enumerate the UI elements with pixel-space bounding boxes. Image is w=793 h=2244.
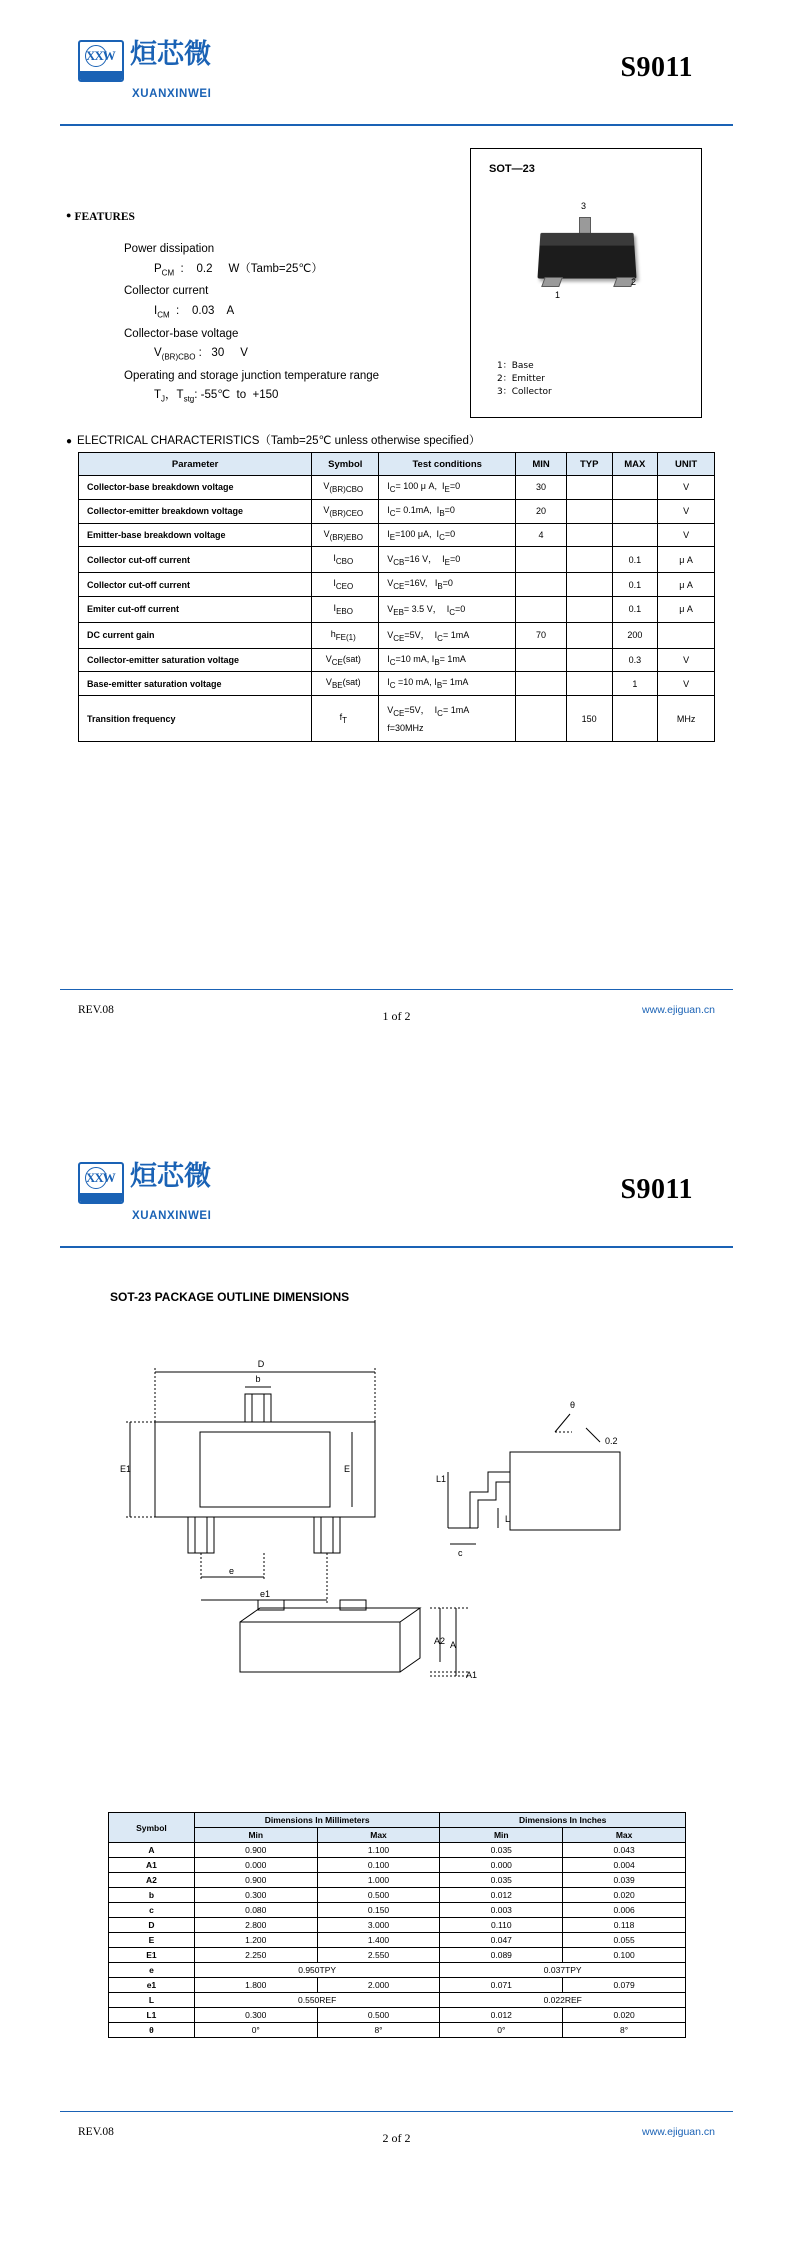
cell-in-max: 0.004 <box>563 1858 686 1873</box>
table-row <box>79 622 715 648</box>
cell-unit: V <box>658 499 715 523</box>
cell-in-span: 0.022REF <box>440 1993 686 2008</box>
cell-symbol: c <box>109 1903 195 1918</box>
feature-line: Collector current <box>124 285 209 298</box>
table-group-header-row <box>109 1813 686 1828</box>
package-body <box>537 233 636 279</box>
cell-in-max: 0.043 <box>563 1843 686 1858</box>
cell-symbol: E1 <box>109 1948 195 1963</box>
logo-bar <box>80 1193 122 1202</box>
cell-symbol: $I_{CEO}$ <box>312 573 379 597</box>
cell-in-min: 0.000 <box>440 1858 563 1873</box>
cell-conditions: $I_C =10$ mA, $I_B= 1mA$ <box>379 672 516 696</box>
pin-label-2: 2 <box>631 277 637 287</box>
table-row <box>79 573 715 597</box>
logo-mark-text: XXW <box>86 1170 115 1185</box>
cell-min: 4 <box>516 523 567 547</box>
cell-in-min: 0.089 <box>440 1948 563 1963</box>
cell-mm-max: 0.500 <box>317 1888 440 1903</box>
cell-mm-min: 0° <box>194 2023 317 2038</box>
logo-chinese-name: 烜芯微 <box>130 39 211 70</box>
table-row <box>79 696 715 742</box>
package-pin-legend <box>497 360 552 399</box>
table-row <box>109 1843 686 1858</box>
table-row <box>109 1993 686 2008</box>
footer-divider <box>60 2111 733 2112</box>
col-in-max: Max <box>563 1828 686 1843</box>
cell-in-max: 0.079 <box>563 1978 686 1993</box>
cell-symbol: A1 <box>109 1858 195 1873</box>
package-drawing <box>491 191 681 321</box>
cell-max: 0.1 <box>612 547 658 573</box>
cell-max: 0.1 <box>612 596 658 622</box>
bullet-icon: ● <box>66 210 72 220</box>
cell-in-max: 0.020 <box>563 2008 686 2023</box>
table-row <box>109 1888 686 1903</box>
col-conditions: Test conditions <box>379 453 516 476</box>
website-link[interactable]: www.ejiguan.cn <box>642 1004 715 1016</box>
cell-min: 30 <box>516 476 567 500</box>
table-row <box>79 648 715 672</box>
pin-label-1: 1 <box>555 290 561 300</box>
col-min: MIN <box>516 453 567 476</box>
cell-mm-min: 1.800 <box>194 1978 317 1993</box>
package-title: SOT—23 <box>489 163 535 175</box>
cell-typ <box>566 596 612 622</box>
cell-in-min: 0.012 <box>440 1888 563 1903</box>
logo-bar <box>80 71 122 80</box>
cell-max: 1 <box>612 672 658 696</box>
cell-mm-max: 1.100 <box>317 1843 440 1858</box>
cell-parameter: Collector-emitter saturation voltage <box>79 648 312 672</box>
col-in: Dimensions In Inches <box>440 1813 686 1828</box>
cell-symbol: $V_{(BR)CBO}$ <box>312 476 379 500</box>
cell-in-min: 0.012 <box>440 2008 563 2023</box>
cell-unit: V <box>658 648 715 672</box>
cell-mm-min: 0.300 <box>194 1888 317 1903</box>
dim-label-0-2: 0.2 <box>605 1436 618 1446</box>
cell-in-min: 0.071 <box>440 1978 563 1993</box>
cell-in-max: 0.039 <box>563 1873 686 1888</box>
cell-typ: 150 <box>566 696 612 742</box>
cell-unit: V <box>658 476 715 500</box>
cell-mm-min: 0.080 <box>194 1903 317 1918</box>
cell-parameter: Collector cut-off current <box>79 573 312 597</box>
cell-conditions: $V_{CE}=5V$， $I_C= 1mA$ <box>379 622 516 648</box>
col-typ: TYP <box>566 453 612 476</box>
cell-mm-max: 0.500 <box>317 2008 440 2023</box>
cell-in-max: 0.100 <box>563 1948 686 1963</box>
company-logo <box>78 1162 211 1204</box>
cell-symbol: e1 <box>109 1978 195 1993</box>
revision-label: REV.08 <box>78 1004 114 1016</box>
cell-max <box>612 696 658 742</box>
cell-symbol: b <box>109 1888 195 1903</box>
bullet-icon: ● <box>66 436 73 447</box>
cell-max <box>612 523 658 547</box>
dim-label-E: E <box>344 1464 351 1474</box>
logo-english-name: XUANXINWEI <box>132 1210 212 1222</box>
page-number: 1 of 2 <box>382 1009 411 1023</box>
col-symbol: Symbol <box>312 453 379 476</box>
col-unit: UNIT <box>658 453 715 476</box>
cell-unit: V <box>658 672 715 696</box>
page-number: 2 of 2 <box>382 2131 411 2145</box>
dim-label-L: L <box>505 1514 511 1524</box>
datasheet-page-2 <box>0 1122 793 2244</box>
page1-header <box>0 0 793 110</box>
col-in-min: Min <box>440 1828 563 1843</box>
cell-in-min: 0.003 <box>440 1903 563 1918</box>
cell-typ <box>566 499 612 523</box>
feature-line: Collector-base voltage <box>124 327 239 340</box>
cell-in-min: 0° <box>440 2023 563 2038</box>
cell-symbol: θ <box>109 2023 195 2038</box>
legend-line: 1：Base <box>497 361 534 371</box>
package-dimension-drawing <box>100 1332 700 1772</box>
cell-typ <box>566 476 612 500</box>
col-mm: Dimensions In Millimeters <box>194 1813 440 1828</box>
dim-label-e1: e1 <box>260 1589 271 1599</box>
cell-in-min: 0.110 <box>440 1918 563 1933</box>
page-title: S9011 <box>620 1174 693 1205</box>
dim-label-theta: θ <box>570 1400 576 1410</box>
dim-label-D: D <box>257 1359 265 1369</box>
cell-in-span: 0.037TPY <box>440 1963 686 1978</box>
cell-parameter: Emiter cut-off current <box>79 596 312 622</box>
cell-mm-min: 2.800 <box>194 1918 317 1933</box>
logo-mark-text: XXW <box>86 48 115 63</box>
cell-in-max: 8° <box>563 2023 686 2038</box>
package-dimensions-table <box>108 1812 686 2038</box>
cell-in-max: 0.118 <box>563 1918 686 1933</box>
features-list <box>124 240 379 409</box>
dim-label-A2: A2 <box>434 1636 446 1646</box>
cell-min <box>516 573 567 597</box>
cell-mm-min: 1.200 <box>194 1933 317 1948</box>
cell-mm-min: 0.900 <box>194 1843 317 1858</box>
cell-min: 70 <box>516 622 567 648</box>
feature-line: Power dissipation <box>124 243 215 255</box>
cell-min: 20 <box>516 499 567 523</box>
cell-in-max: 0.020 <box>563 1888 686 1903</box>
cell-conditions: $V_{CE}=16V$, $I_B=0$ <box>379 573 516 597</box>
lead-1 <box>541 277 563 287</box>
pin-label-3: 3 <box>581 201 587 211</box>
cell-symbol: $V_{BE}(sat)$ <box>312 672 379 696</box>
dim-label-e: e <box>229 1566 235 1576</box>
cell-conditions: $I_C= 100$ μ A, $I_E=0$ <box>379 476 516 500</box>
legend-line: 2：Emitter <box>497 374 545 384</box>
cell-symbol: L <box>109 1993 195 2008</box>
cell-in-max: 0.006 <box>563 1903 686 1918</box>
cell-typ <box>566 622 612 648</box>
cell-conditions: $I_C= 0.1mA$, $I_B=0$ <box>379 499 516 523</box>
table-row <box>79 596 715 622</box>
cell-parameter: Base-emitter saturation voltage <box>79 672 312 696</box>
cell-mm-max: 0.150 <box>317 1903 440 1918</box>
dim-label-A: A <box>450 1640 457 1650</box>
features-heading: ● FEATURES <box>66 210 135 223</box>
cell-unit: μ A <box>658 573 715 597</box>
cell-typ <box>566 547 612 573</box>
cell-in-min: 0.035 <box>440 1873 563 1888</box>
cell-mm-span: 0.550REF <box>194 1993 440 2008</box>
cell-typ <box>566 672 612 696</box>
page2-header <box>0 1122 793 1232</box>
cell-max <box>612 476 658 500</box>
cell-symbol: L1 <box>109 2008 195 2023</box>
cell-min <box>516 547 567 573</box>
cell-symbol: $V_{(BR)CEO}$ <box>312 499 379 523</box>
table-row <box>109 1948 686 1963</box>
package-figure-box <box>470 148 702 418</box>
col-parameter: Parameter <box>79 453 312 476</box>
cell-in-min: 0.047 <box>440 1933 563 1948</box>
cell-mm-min: 0.900 <box>194 1873 317 1888</box>
revision-label: REV.08 <box>78 2126 114 2138</box>
page-title: S9011 <box>620 52 693 83</box>
cell-conditions: $V_{CE}=5V$， $I_C= 1mA$ f=30MHz <box>379 696 516 742</box>
logo-mark-icon <box>78 40 124 82</box>
table-row <box>109 2008 686 2023</box>
cell-parameter: Transition frequency <box>79 696 312 742</box>
table-row <box>109 1933 686 1948</box>
cell-symbol: A2 <box>109 1873 195 1888</box>
cell-mm-max: 0.100 <box>317 1858 440 1873</box>
package-outline-title: SOT-23 PACKAGE OUTLINE DIMENSIONS <box>110 1290 350 1304</box>
cell-symbol: $h_{FE(1)}$ <box>312 622 379 648</box>
logo-english-name: XUANXINWEI <box>132 88 212 100</box>
cell-mm-max: 3.000 <box>317 1918 440 1933</box>
cell-typ <box>566 523 612 547</box>
legend-line: 3：Collector <box>497 387 552 397</box>
dimensions-rows <box>109 1843 686 2038</box>
cell-min <box>516 596 567 622</box>
col-symbol: Symbol <box>109 1813 195 1843</box>
cell-parameter: Collector cut-off current <box>79 547 312 573</box>
cell-mm-min: 0.300 <box>194 2008 317 2023</box>
table-row <box>109 1918 686 1933</box>
cell-mm-min: 0.000 <box>194 1858 317 1873</box>
feature-line: $I_{CM}$ : 0.03 A <box>154 304 235 320</box>
cell-mm-span: 0.950TPY <box>194 1963 440 1978</box>
cell-max: 0.3 <box>612 648 658 672</box>
cell-parameter: Collector-base breakdown voltage <box>79 476 312 500</box>
cell-unit: μ A <box>658 596 715 622</box>
table-row <box>109 1873 686 1888</box>
cell-typ <box>566 648 612 672</box>
cell-unit: V <box>658 523 715 547</box>
cell-mm-max: 1.000 <box>317 1873 440 1888</box>
dim-label-c: c <box>458 1548 463 1558</box>
cell-symbol: E <box>109 1933 195 1948</box>
table-row <box>109 1963 686 1978</box>
table-row <box>79 547 715 573</box>
dim-label-b: b <box>255 1374 261 1384</box>
logo-chinese-name: 烜芯微 <box>130 1161 211 1192</box>
cell-unit <box>658 622 715 648</box>
cell-unit: MHz <box>658 696 715 742</box>
cell-max: 0.1 <box>612 573 658 597</box>
table-row <box>79 499 715 523</box>
dim-label-A1: A1 <box>466 1670 478 1680</box>
table-subheader-row <box>109 1828 686 1843</box>
cell-conditions: $V_{CB}=16$ V， $I_E=0$ <box>379 547 516 573</box>
col-max: MAX <box>612 453 658 476</box>
cell-conditions: $V_{EB}= 3.5$ V， $I_C=0$ <box>379 596 516 622</box>
table-row <box>109 1978 686 1993</box>
cell-symbol: A <box>109 1843 195 1858</box>
cell-symbol: $V_{(BR)EBO}$ <box>312 523 379 547</box>
cell-symbol: D <box>109 1918 195 1933</box>
cell-mm-max: 1.400 <box>317 1933 440 1948</box>
footer-divider <box>60 989 733 990</box>
feature-line: $P_{CM}$ : 0.2 W（Tamb=25℃） <box>154 262 323 277</box>
table-row <box>109 1858 686 1873</box>
cell-parameter: DC current gain <box>79 622 312 648</box>
table-row <box>109 1903 686 1918</box>
cell-mm-max: 8° <box>317 2023 440 2038</box>
header-divider <box>60 124 733 126</box>
dim-label-E1: E1 <box>120 1464 132 1474</box>
website-link[interactable]: www.ejiguan.cn <box>642 2126 715 2138</box>
electrical-characteristics-heading: ● ELECTRICAL CHARACTERISTICS（Tamb=25℃ unless otherwise specified） <box>66 435 481 447</box>
cell-symbol: $I_{EBO}$ <box>312 596 379 622</box>
cell-symbol: e <box>109 1963 195 1978</box>
cell-min <box>516 648 567 672</box>
table-row <box>109 2023 686 2038</box>
col-mm-max: Max <box>317 1828 440 1843</box>
cell-max: 200 <box>612 622 658 648</box>
electrical-characteristics-table <box>78 452 715 742</box>
cell-typ <box>566 573 612 597</box>
dimension-svg <box>100 1332 700 1772</box>
cell-mm-max: 2.000 <box>317 1978 440 1993</box>
cell-conditions: $I_E=100$ μA, $I_C=0$ <box>379 523 516 547</box>
cell-mm-max: 2.550 <box>317 1948 440 1963</box>
cell-max <box>612 499 658 523</box>
cell-unit: μ A <box>658 547 715 573</box>
feature-line: Operating and storage junction temperature range <box>124 369 380 382</box>
company-logo <box>78 40 211 82</box>
cell-symbol: $f_T$ <box>312 696 379 742</box>
cell-min <box>516 672 567 696</box>
col-mm-min: Min <box>194 1828 317 1843</box>
cell-min <box>516 696 567 742</box>
cell-mm-min: 2.250 <box>194 1948 317 1963</box>
cell-parameter: Emitter-base breakdown voltage <box>79 523 312 547</box>
cell-symbol: $V_{CE}(sat)$ <box>312 648 379 672</box>
feature-line: $T_J$，$T_{stg}$: -55℃ to +150 <box>154 389 279 404</box>
cell-in-max: 0.055 <box>563 1933 686 1948</box>
table-row <box>79 672 715 696</box>
header-divider <box>60 1246 733 1248</box>
feature-line: $V_{(BR)CBO}$ : 30 V <box>154 347 248 362</box>
cell-parameter: Collector-emitter breakdown voltage <box>79 499 312 523</box>
table-header-row <box>79 453 715 476</box>
cell-in-min: 0.035 <box>440 1843 563 1858</box>
table-row <box>79 523 715 547</box>
table-row <box>79 476 715 500</box>
cell-symbol: $I_{CBO}$ <box>312 547 379 573</box>
dim-label-L1: L1 <box>436 1474 447 1484</box>
cell-conditions: $I_C=10$ mA, $I_B= 1mA$ <box>379 648 516 672</box>
logo-mark-icon <box>78 1162 124 1204</box>
